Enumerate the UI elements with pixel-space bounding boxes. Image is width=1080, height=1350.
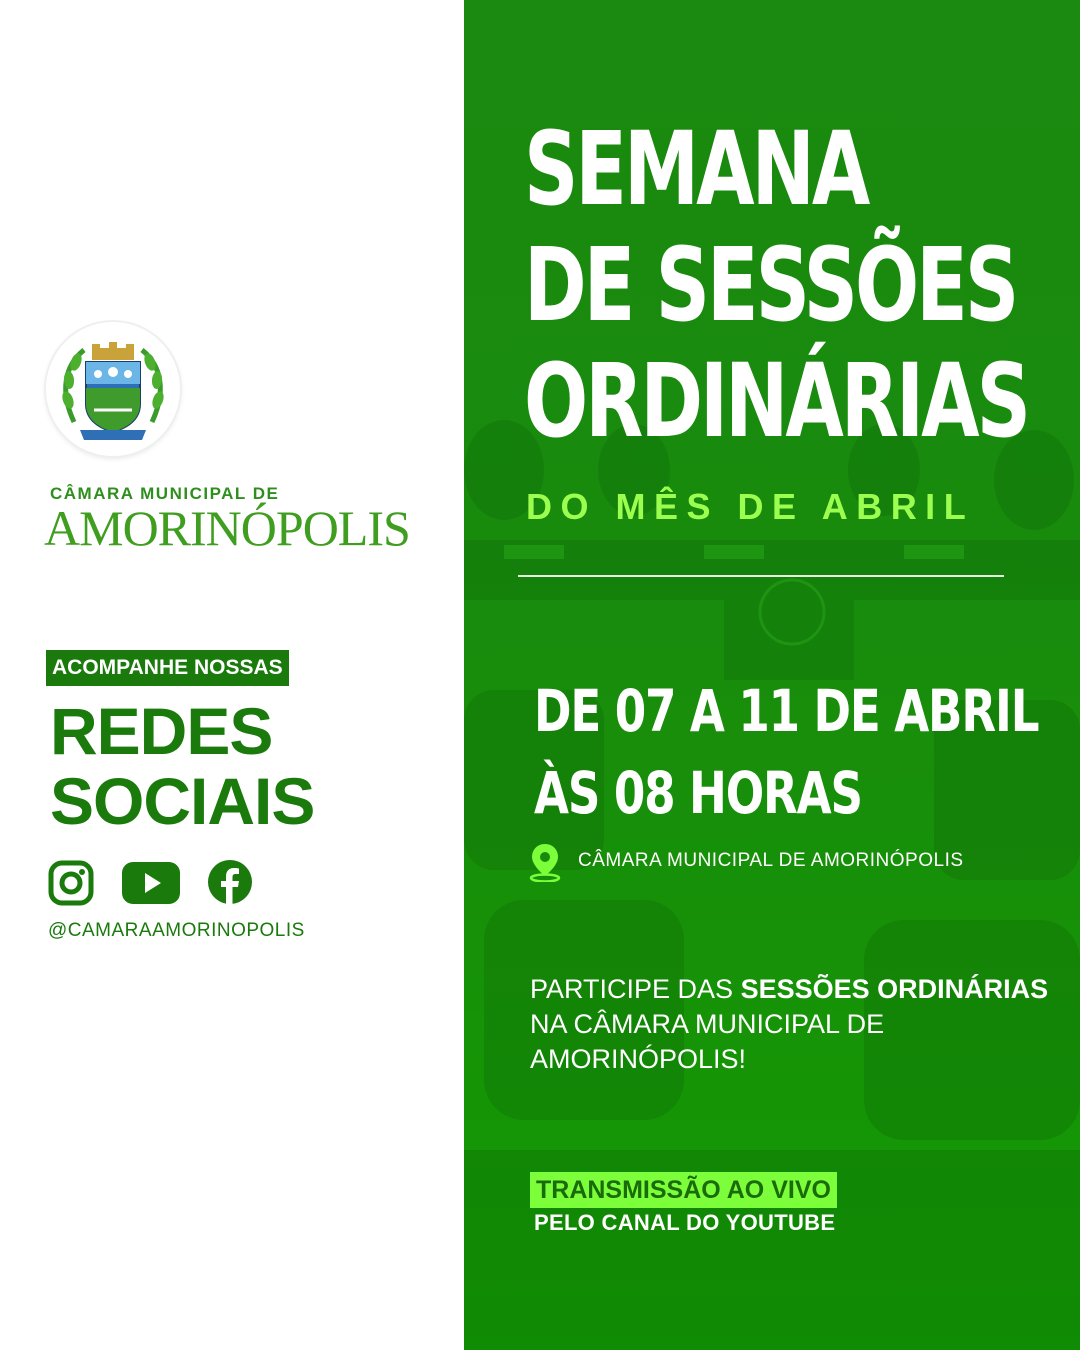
event-subtitle: DO MÊS DE ABRIL: [526, 486, 975, 527]
facebook-icon[interactable]: [208, 860, 252, 904]
participe-bold: SESSÕES ORDINÁRIAS: [740, 974, 1049, 1004]
social-icons: [48, 860, 268, 906]
org-subtitle: CÂMARA MUNICIPAL DE: [50, 484, 280, 503]
event-dates: [534, 670, 1038, 834]
social-title: [50, 696, 314, 836]
right-panel: [464, 0, 1080, 1350]
event-title-line3: ORDINÁRIAS: [524, 342, 1028, 461]
follow-label: ACOMPANHE NOSSAS: [46, 650, 289, 686]
youtube-icon[interactable]: [122, 862, 180, 904]
divider-line: [518, 575, 1004, 577]
instagram-icon[interactable]: [48, 860, 94, 906]
event-title-line2: DE SESSÕES: [524, 226, 1017, 345]
event-dates-line1: DE 07 A 11 DE ABRIL: [534, 677, 1039, 745]
participe-text: [530, 972, 1050, 1077]
event-time-line: ÀS 08 HORAS: [534, 759, 862, 827]
event-title-line1: SEMANA: [524, 110, 868, 229]
org-name-logo: AMORINÓPOLIS: [44, 500, 410, 556]
seal-graphic: [46, 322, 180, 456]
live-channel-text: PELO CANAL DO YOUTUBE: [534, 1210, 836, 1235]
event-title: [524, 112, 1028, 460]
social-title-line1: REDES: [50, 694, 273, 768]
location-pin-icon: [528, 842, 562, 882]
left-panel: [0, 0, 464, 1350]
participe-part1: PARTICIPE DAS: [530, 974, 741, 1004]
event-location: [528, 842, 1048, 882]
participe-part2: NA CÂMARA MUNICIPAL DE AMORINÓPOLIS!: [530, 1009, 885, 1074]
live-transmission-badge: TRANSMISSÃO AO VIVO: [530, 1172, 837, 1208]
location-text: CÂMARA MUNICIPAL DE AMORINÓPOLIS: [578, 850, 964, 871]
social-handle[interactable]: @CAMARAAMORINOPOLIS: [48, 920, 305, 941]
social-title-line2: SOCIAIS: [50, 764, 315, 838]
municipal-seal: [46, 322, 180, 456]
